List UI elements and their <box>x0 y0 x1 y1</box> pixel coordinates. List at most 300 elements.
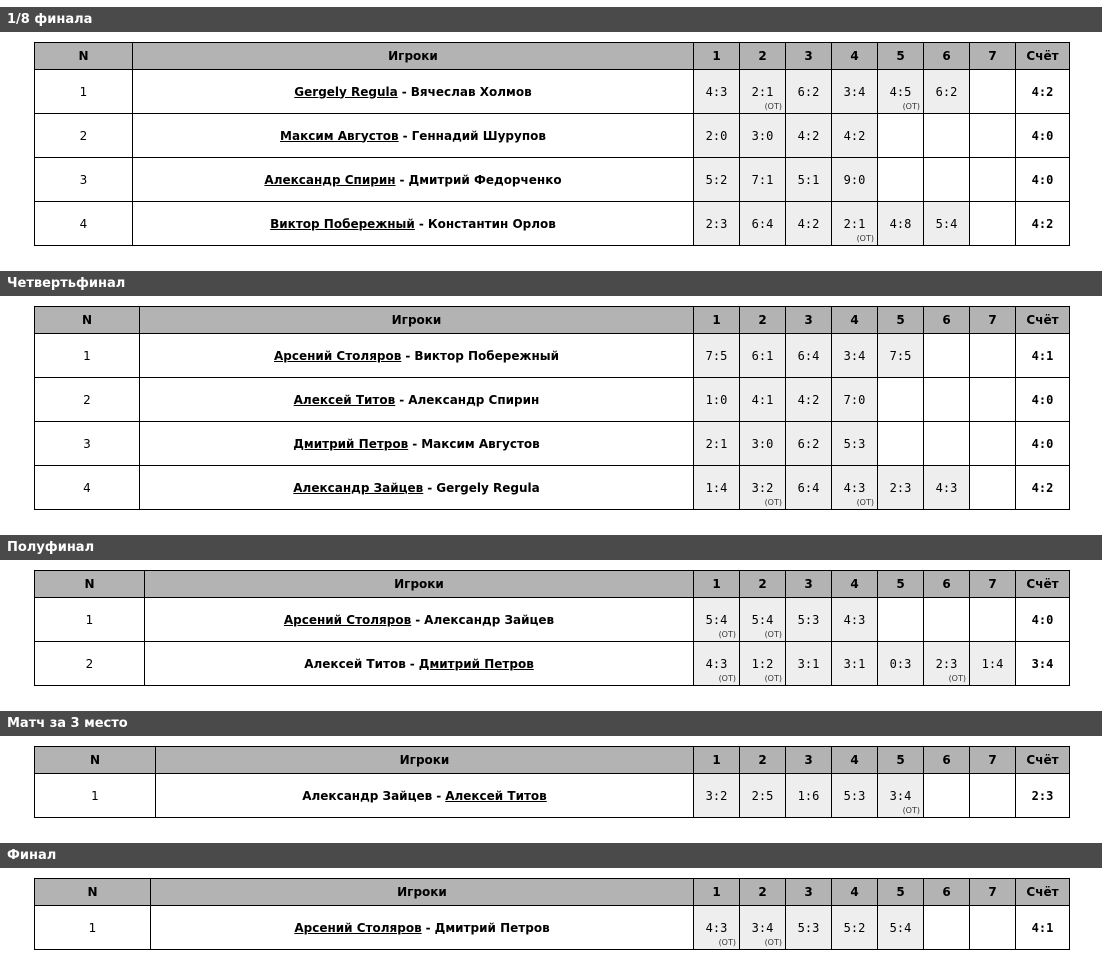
set-score <box>694 114 740 158</box>
match-score: 4:2 <box>1016 466 1070 510</box>
match-players <box>145 598 694 642</box>
set-score-value: 7:5 <box>705 348 728 363</box>
set-score-value: 6:2 <box>935 84 958 99</box>
header-row <box>35 747 1070 774</box>
header-row <box>35 571 1070 598</box>
players-separator: - <box>402 128 408 143</box>
set-score-value: 3:4 <box>889 788 912 803</box>
header-n: N <box>35 747 156 774</box>
set-score-value: 1:0 <box>705 392 728 407</box>
match-players <box>140 334 694 378</box>
set-score-value: 7:1 <box>751 172 774 187</box>
player-2: Виктор Побережный <box>414 348 560 363</box>
set-score-value: 3:1 <box>843 656 866 671</box>
header-set-4: 4 <box>832 879 878 906</box>
set-score-value: 3:4 <box>751 920 774 935</box>
match-row <box>35 158 1070 202</box>
match-players <box>156 774 694 818</box>
player-1: Алексей Титов <box>304 656 406 671</box>
header-set-6: 6 <box>924 571 970 598</box>
set-score-value: 2:0 <box>705 128 728 143</box>
set-score <box>694 774 740 818</box>
set-score <box>740 642 786 686</box>
set-score-value: 3:4 <box>843 84 866 99</box>
set-score <box>970 158 1016 202</box>
set-score <box>970 378 1016 422</box>
set-score-value: 6:2 <box>797 84 820 99</box>
header-n: N <box>35 43 133 70</box>
set-score <box>924 642 970 686</box>
player-1[interactable]: Дмитрий Петров <box>293 436 409 451</box>
header-set-7: 7 <box>970 307 1016 334</box>
overtime-label: (ОТ) <box>764 674 782 683</box>
players-separator: - <box>425 920 431 935</box>
header-players: Игроки <box>140 307 694 334</box>
set-score <box>786 334 832 378</box>
set-score-value: 3:1 <box>797 656 820 671</box>
set-score <box>878 598 924 642</box>
set-score <box>970 334 1016 378</box>
match-number: 1 <box>35 334 140 378</box>
match-row <box>35 774 1070 818</box>
match-row <box>35 334 1070 378</box>
set-score <box>740 466 786 510</box>
match-row <box>35 466 1070 510</box>
set-score-value: 4:1 <box>751 392 774 407</box>
match-players <box>140 422 694 466</box>
results-table <box>34 746 1070 818</box>
match-row <box>35 642 1070 686</box>
set-score <box>786 378 832 422</box>
set-score-value: 5:4 <box>751 612 774 627</box>
players-separator: - <box>399 172 405 187</box>
set-score <box>694 202 740 246</box>
player-2[interactable]: Дмитрий Петров <box>418 656 534 671</box>
set-score <box>878 202 924 246</box>
match-number: 1 <box>35 598 145 642</box>
set-score-value: 1:4 <box>981 656 1004 671</box>
player-1[interactable]: Gergely Regula <box>294 84 398 99</box>
set-score <box>832 466 878 510</box>
match-number: 3 <box>35 158 133 202</box>
players-separator: - <box>436 788 442 803</box>
set-score-value: 1:2 <box>751 656 774 671</box>
set-score <box>694 598 740 642</box>
set-score <box>694 378 740 422</box>
set-score <box>924 158 970 202</box>
set-score-value: 2:1 <box>751 84 774 99</box>
set-score <box>740 422 786 466</box>
set-score-value: 5:1 <box>797 172 820 187</box>
match-score: 4:2 <box>1016 70 1070 114</box>
header-set-4: 4 <box>832 307 878 334</box>
set-score-value: 4:2 <box>797 216 820 231</box>
header-score: Счёт <box>1016 747 1070 774</box>
set-score-value: 3:0 <box>751 436 774 451</box>
set-score-value: 5:3 <box>843 436 866 451</box>
set-score <box>970 422 1016 466</box>
set-score <box>970 642 1016 686</box>
match-score: 4:0 <box>1016 378 1070 422</box>
match-row <box>35 114 1070 158</box>
match-score: 4:1 <box>1016 906 1070 950</box>
set-score-value: 6:1 <box>751 348 774 363</box>
set-score-value: 2:3 <box>889 480 912 495</box>
set-score <box>878 906 924 950</box>
match-number: 1 <box>35 70 133 114</box>
player-2: Александр Зайцев <box>424 612 555 627</box>
match-row <box>35 378 1070 422</box>
header-set-3: 3 <box>786 879 832 906</box>
players-separator: - <box>399 392 405 407</box>
set-score <box>924 598 970 642</box>
set-score-value: 0:3 <box>889 656 912 671</box>
set-score <box>878 334 924 378</box>
overtime-label: (ОТ) <box>764 102 782 111</box>
overtime-label: (ОТ) <box>902 806 920 815</box>
header-set-7: 7 <box>970 879 1016 906</box>
player-2: Константин Орлов <box>427 216 556 231</box>
player-1[interactable]: Арсений Столяров <box>273 348 402 363</box>
overtime-label: (ОТ) <box>718 938 736 947</box>
overtime-label: (ОТ) <box>764 630 782 639</box>
match-score: 4:2 <box>1016 202 1070 246</box>
set-score-value: 2:1 <box>705 436 728 451</box>
set-score-value: 5:3 <box>797 612 820 627</box>
player-1[interactable]: Арсений Столяров <box>283 612 412 627</box>
player-1: Александр Зайцев <box>302 788 433 803</box>
players-separator: - <box>412 436 418 451</box>
set-score <box>786 598 832 642</box>
header-set-5: 5 <box>878 43 924 70</box>
set-score <box>832 378 878 422</box>
match-number: 1 <box>35 906 151 950</box>
set-score <box>970 70 1016 114</box>
set-score <box>924 334 970 378</box>
set-score <box>832 70 878 114</box>
set-score-value: 2:5 <box>751 788 774 803</box>
match-row <box>35 422 1070 466</box>
set-score <box>924 202 970 246</box>
match-row <box>35 598 1070 642</box>
set-score <box>786 642 832 686</box>
set-score <box>786 422 832 466</box>
header-set-1: 1 <box>694 43 740 70</box>
set-score-value: 5:4 <box>889 920 912 935</box>
set-score-value: 3:4 <box>843 348 866 363</box>
set-score <box>832 598 878 642</box>
header-score: Счёт <box>1016 571 1070 598</box>
overtime-label: (ОТ) <box>764 938 782 947</box>
set-score <box>786 70 832 114</box>
set-score-value: 2:3 <box>705 216 728 231</box>
set-score-value: 3:0 <box>751 128 774 143</box>
players-separator: - <box>405 348 411 363</box>
player-2: Максим Августов <box>421 436 540 451</box>
player-2: Дмитрий Петров <box>434 920 550 935</box>
header-set-1: 1 <box>694 879 740 906</box>
match-number: 2 <box>35 642 145 686</box>
set-score <box>740 334 786 378</box>
set-score <box>970 906 1016 950</box>
match-number: 2 <box>35 378 140 422</box>
match-players <box>140 466 694 510</box>
set-score <box>878 158 924 202</box>
set-score-value: 5:3 <box>797 920 820 935</box>
header-set-6: 6 <box>924 307 970 334</box>
header-n: N <box>35 879 151 906</box>
set-score <box>786 774 832 818</box>
set-score <box>832 334 878 378</box>
set-score-value: 3:2 <box>705 788 728 803</box>
header-set-1: 1 <box>694 571 740 598</box>
header-score: Счёт <box>1016 43 1070 70</box>
header-n: N <box>35 307 140 334</box>
set-score <box>694 334 740 378</box>
set-score <box>878 642 924 686</box>
overtime-label: (ОТ) <box>764 498 782 507</box>
header-set-6: 6 <box>924 747 970 774</box>
header-players: Игроки <box>151 879 694 906</box>
header-set-5: 5 <box>878 747 924 774</box>
header-set-2: 2 <box>740 879 786 906</box>
header-set-5: 5 <box>878 571 924 598</box>
header-set-2: 2 <box>740 43 786 70</box>
match-score: 3:4 <box>1016 642 1070 686</box>
set-score <box>924 378 970 422</box>
set-score <box>970 774 1016 818</box>
set-score-value: 4:2 <box>797 128 820 143</box>
overtime-label: (ОТ) <box>856 498 874 507</box>
header-set-5: 5 <box>878 879 924 906</box>
set-score-value: 4:3 <box>843 480 866 495</box>
overtime-label: (ОТ) <box>718 674 736 683</box>
set-score <box>694 158 740 202</box>
set-score-value: 6:4 <box>751 216 774 231</box>
set-score <box>832 114 878 158</box>
set-score <box>740 158 786 202</box>
set-score <box>878 774 924 818</box>
header-set-2: 2 <box>740 747 786 774</box>
match-row <box>35 906 1070 950</box>
match-players <box>140 378 694 422</box>
player-2: Дмитрий Федорченко <box>408 172 562 187</box>
round-title: Матч за 3 место <box>0 711 1102 736</box>
set-score <box>970 598 1016 642</box>
match-players <box>133 202 694 246</box>
set-score-value: 4:3 <box>705 656 728 671</box>
header-set-6: 6 <box>924 43 970 70</box>
match-number: 1 <box>35 774 156 818</box>
header-set-1: 1 <box>694 307 740 334</box>
header-set-5: 5 <box>878 307 924 334</box>
player-2: Геннадий Шурупов <box>411 128 546 143</box>
header-players: Игроки <box>145 571 694 598</box>
set-score-value: 4:3 <box>843 612 866 627</box>
players-separator: - <box>415 612 421 627</box>
match-score: 4:1 <box>1016 334 1070 378</box>
players-separator: - <box>418 216 424 231</box>
header-set-6: 6 <box>924 879 970 906</box>
set-score <box>970 466 1016 510</box>
player-2: Вячеслав Холмов <box>410 84 532 99</box>
set-score-value: 1:6 <box>797 788 820 803</box>
header-score: Счёт <box>1016 879 1070 906</box>
set-score-value: 2:1 <box>843 216 866 231</box>
set-score-value: 5:4 <box>705 612 728 627</box>
match-score: 4:0 <box>1016 422 1070 466</box>
set-score <box>878 466 924 510</box>
results-table <box>34 570 1070 686</box>
set-score <box>786 906 832 950</box>
set-score <box>740 378 786 422</box>
header-row <box>35 307 1070 334</box>
set-score-value: 4:3 <box>935 480 958 495</box>
set-score-value: 7:5 <box>889 348 912 363</box>
set-score <box>740 114 786 158</box>
set-score <box>878 70 924 114</box>
player-1[interactable]: Максим Августов <box>280 128 399 143</box>
set-score <box>924 70 970 114</box>
set-score <box>740 774 786 818</box>
set-score <box>832 642 878 686</box>
set-score-value: 6:4 <box>797 348 820 363</box>
header-set-3: 3 <box>786 747 832 774</box>
match-row <box>35 70 1070 114</box>
header-n: N <box>35 571 145 598</box>
players-separator: - <box>401 84 407 99</box>
set-score <box>970 114 1016 158</box>
header-row <box>35 879 1070 906</box>
header-set-4: 4 <box>832 43 878 70</box>
header-set-7: 7 <box>970 43 1016 70</box>
match-players <box>145 642 694 686</box>
player-1[interactable]: Арсений Столяров <box>294 920 422 935</box>
set-score <box>924 906 970 950</box>
set-score <box>694 422 740 466</box>
set-score <box>786 114 832 158</box>
match-score: 2:3 <box>1016 774 1070 818</box>
overtime-label: (ОТ) <box>718 630 736 639</box>
set-score <box>694 466 740 510</box>
set-score <box>694 906 740 950</box>
set-score <box>786 158 832 202</box>
set-score <box>832 422 878 466</box>
set-score-value: 3:2 <box>751 480 774 495</box>
set-score-value: 4:2 <box>797 392 820 407</box>
players-separator: - <box>427 480 433 495</box>
set-score <box>786 466 832 510</box>
set-score <box>740 906 786 950</box>
results-table <box>34 306 1070 510</box>
match-number: 2 <box>35 114 133 158</box>
header-set-7: 7 <box>970 571 1016 598</box>
header-set-1: 1 <box>694 747 740 774</box>
set-score <box>878 422 924 466</box>
set-score-value: 5:2 <box>705 172 728 187</box>
header-score: Счёт <box>1016 307 1070 334</box>
match-players <box>151 906 694 950</box>
match-score: 4:0 <box>1016 158 1070 202</box>
player-1[interactable]: Виктор Побережный <box>270 216 415 231</box>
set-score-value: 2:3 <box>935 656 958 671</box>
player-1[interactable]: Алексей Титов <box>293 392 396 407</box>
set-score <box>832 202 878 246</box>
set-score <box>740 598 786 642</box>
set-score <box>694 642 740 686</box>
set-score <box>924 466 970 510</box>
header-set-4: 4 <box>832 571 878 598</box>
match-score: 4:0 <box>1016 114 1070 158</box>
set-score <box>786 202 832 246</box>
set-score-value: 5:4 <box>935 216 958 231</box>
match-row <box>35 202 1070 246</box>
header-row <box>35 43 1070 70</box>
round-title: Финал <box>0 843 1102 868</box>
set-score <box>832 158 878 202</box>
header-set-3: 3 <box>786 307 832 334</box>
overtime-label: (ОТ) <box>856 234 874 243</box>
round-title: Четвертьфинал <box>0 271 1102 296</box>
results-table <box>34 878 1070 950</box>
set-score <box>924 114 970 158</box>
match-players <box>133 158 694 202</box>
set-score <box>878 378 924 422</box>
set-score-value: 4:2 <box>843 128 866 143</box>
header-set-2: 2 <box>740 307 786 334</box>
results-table <box>34 42 1070 246</box>
player-2: Gergely Regula <box>436 480 540 495</box>
match-number: 3 <box>35 422 140 466</box>
set-score-value: 4:3 <box>705 920 728 935</box>
player-1[interactable]: Александр Спирин <box>264 172 396 187</box>
players-separator: - <box>409 656 415 671</box>
set-score-value: 4:5 <box>889 84 912 99</box>
set-score <box>694 70 740 114</box>
header-set-2: 2 <box>740 571 786 598</box>
overtime-label: (ОТ) <box>948 674 966 683</box>
header-players: Игроки <box>156 747 694 774</box>
set-score-value: 5:2 <box>843 920 866 935</box>
set-score-value: 4:3 <box>705 84 728 99</box>
set-score <box>878 114 924 158</box>
set-score <box>924 774 970 818</box>
player-1[interactable]: Александр Зайцев <box>293 480 424 495</box>
set-score-value: 6:4 <box>797 480 820 495</box>
set-score-value: 1:4 <box>705 480 728 495</box>
set-score-value: 9:0 <box>843 172 866 187</box>
header-set-4: 4 <box>832 747 878 774</box>
set-score <box>924 422 970 466</box>
round-title: Полуфинал <box>0 535 1102 560</box>
set-score <box>832 906 878 950</box>
set-score-value: 5:3 <box>843 788 866 803</box>
set-score <box>740 202 786 246</box>
set-score-value: 6:2 <box>797 436 820 451</box>
match-score: 4:0 <box>1016 598 1070 642</box>
header-set-3: 3 <box>786 43 832 70</box>
round-title: 1/8 финала <box>0 7 1102 32</box>
set-score <box>740 70 786 114</box>
overtime-label: (ОТ) <box>902 102 920 111</box>
match-players <box>133 70 694 114</box>
match-number: 4 <box>35 202 133 246</box>
set-score <box>832 774 878 818</box>
set-score-value: 7:0 <box>843 392 866 407</box>
match-number: 4 <box>35 466 140 510</box>
player-2: Александр Спирин <box>408 392 540 407</box>
player-2[interactable]: Алексей Титов <box>445 788 547 803</box>
